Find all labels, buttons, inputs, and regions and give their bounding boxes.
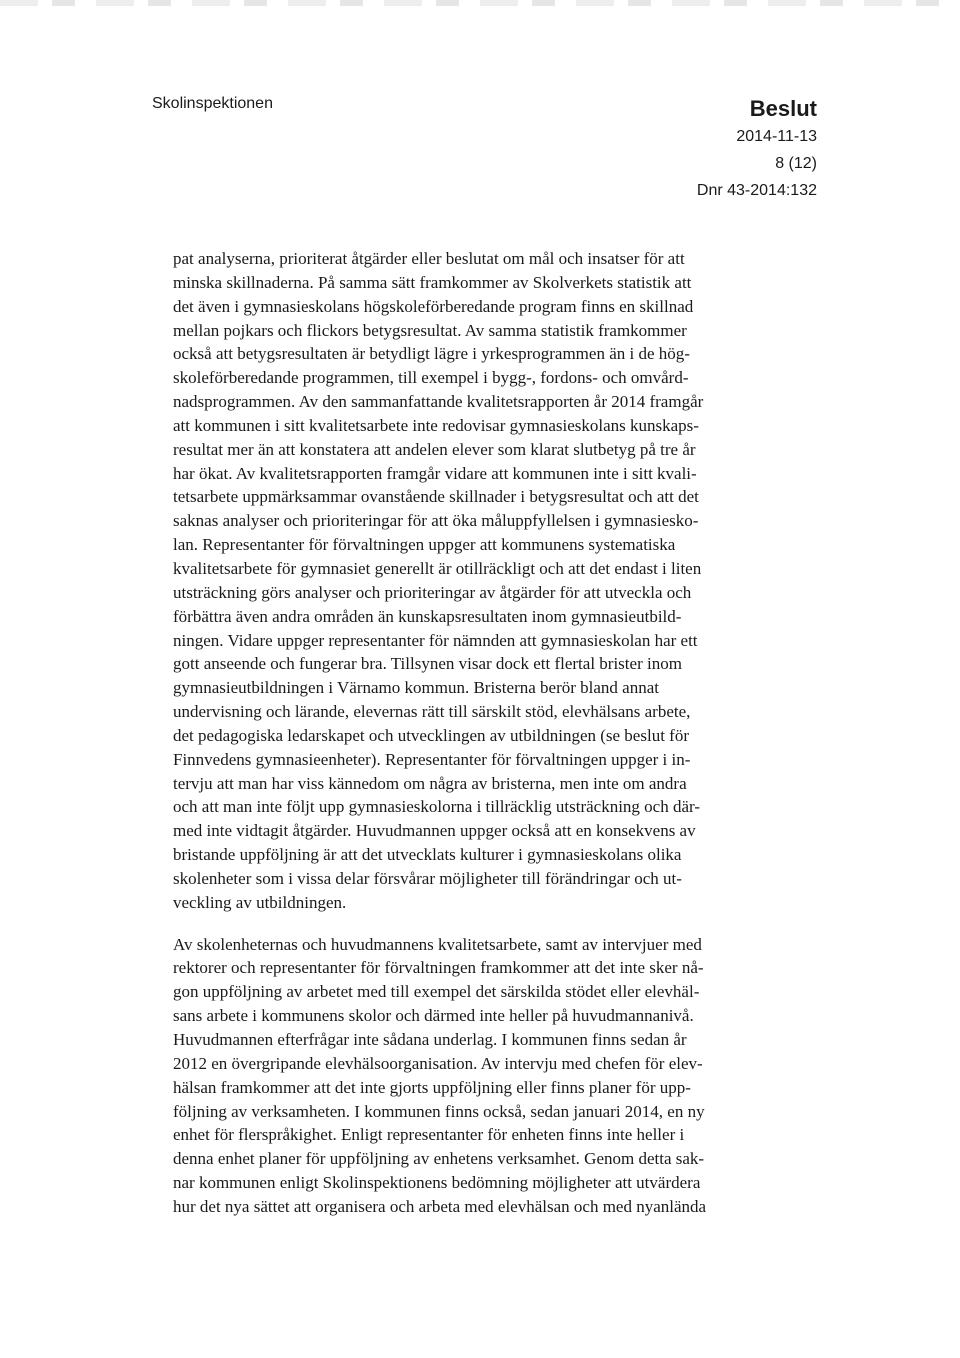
paragraph-1 [173, 247, 833, 915]
text-line: ningen. Vidare uppger representanter för nämnden att gymnasieskolan har ett [173, 630, 698, 650]
text-line: förbättra även andra områden än kunskapsresultaten inom gymnasieutbild- [173, 606, 682, 626]
text-line: kvalitetsarbete för gymnasiet generellt är otillräckligt och att det endast i liten [173, 558, 702, 578]
text-line: skolenheter som i vissa delar försvårar möjligheter till förändringar och ut- [173, 868, 682, 888]
text-line: utsträckning görs analyser och prioriteringar av åtgärder för att utveckla och [173, 582, 692, 602]
text-line: 2012 en övergripande elevhälsoorganisation. Av intervju med chefen för elev- [173, 1053, 703, 1073]
text-line: Av skolenheternas och huvudmannens kvalitetsarbete, samt av intervjuer med [173, 934, 702, 954]
text-line: nar kommunen enligt Skolinspektionens bedömning möjligheter att utvärdera [173, 1173, 701, 1193]
text-line: Huvudmannen efterfrågar inte sådana underlag. I kommunen finns sedan år [173, 1030, 687, 1049]
text-line: det pedagogiska ledarskapet och utvecklingen av utbildningen (se beslut för [173, 725, 689, 745]
text-line: bristande uppföljning är att det utvecklats kulturer i gymnasieskolans olika [173, 845, 682, 865]
text-line: det även i gymnasieskolans högskoleförberedande program finns en skillnad [173, 296, 694, 316]
text-line: nadsprogrammen. Av den sammanfattande kvalitetsrapporten år 2014 framgår [173, 392, 704, 412]
text-line: mellan pojkars och flickors betygsresultat. Av samma statistik framkommer [173, 320, 687, 340]
text-line: tetsarbete uppmärksammar ovanstående skillnader i betygsresultat och att det [173, 487, 699, 507]
text-line: har ökat. Av kvalitetsrapporten framgår vidare att kommunen inte i sitt kvali- [173, 463, 697, 483]
text-line: sans arbete i kommunens skolor och därmed inte heller på huvudmannanivå. [173, 1006, 694, 1026]
text-line: skoleförberedande programmen, till exempel i bygg-, fordons- och omvård- [173, 368, 689, 388]
organization-name: Skolinspektionen [152, 95, 273, 112]
text-line: hälsan framkommer att det inte gjorts uppföljning eller finns planer för upp- [173, 1077, 691, 1097]
text-line: minska skillnaderna. På samma sätt framkommer av Skolverkets statistik att [173, 272, 692, 292]
text-line: gott anseende och fungerar bra. Tillsynen visar dock ett flertal brister inom [173, 654, 682, 674]
text-line: Finnvedens gymnasieenheter). Representanter för förvaltningen uppger i in- [173, 749, 691, 769]
text-line: också att betygsresultaten är betydligt lägre i yrkesprogrammen än i de hög- [173, 344, 690, 364]
text-line: att kommunen i sitt kvalitetsarbete inte redovisar gymnasieskolans kunskaps- [173, 415, 699, 435]
text-line: denna enhet planer för uppföljning av enhetens verksamhet. Genom detta sak- [173, 1149, 705, 1169]
text-line: enhet för flerspråkighet. Enligt representanter för enheten finns inte heller i [173, 1125, 685, 1145]
body-text [173, 247, 833, 1219]
text-line: gymnasieutbildningen i Värnamo kommun. Bristerna berör bland annat [173, 678, 659, 698]
text-line: lan. Representanter för förvaltningen uppger att kommunens systematiska [173, 535, 676, 555]
document-header [697, 95, 817, 204]
text-line: hur det nya sättet att organisera och arbeta med elevhälsan och med nyanlända [173, 1196, 707, 1216]
scan-edge [0, 0, 960, 6]
text-line: undervisning och lärande, elevernas rätt till särskilt stöd, elevhälsans arbete, [173, 702, 691, 722]
text-line: gon uppföljning av arbetet med till exempel det särskilda stödet eller elevhäl- [173, 982, 700, 1002]
page-number: 8 (12) [775, 155, 817, 172]
reference-number: Dnr 43-2014:132 [696, 182, 817, 199]
text-line: rektorer och representanter för förvaltningen framkommer att det inte sker nå- [173, 958, 704, 978]
text-line: och att man inte följt upp gymnasieskolorna i tillräcklig utsträckning och där- [173, 797, 700, 817]
text-line: resultat mer än att konstatera att andelen elever som klarat slutbetyg på tre år [173, 439, 696, 459]
text-line: tervju att man har viss kännedom om några av bristerna, men inte om andra [173, 773, 687, 793]
text-line: följning av verksamheten. I kommunen finns också, sedan januari 2014, en ny [173, 1101, 705, 1121]
document-type: Beslut [749, 96, 817, 121]
text-line: saknas analyser och prioriteringar för att öka måluppfyllelsen i gymnasiesko- [173, 511, 699, 531]
paragraph-gap [173, 915, 833, 933]
text-line: veckling av utbildningen. [173, 892, 347, 912]
text-line: med inte vidtagit åtgärder. Huvudmannen uppger också att en konsekvens av [173, 821, 696, 841]
paragraph-2 [173, 933, 833, 1219]
text-line: pat analyserna, prioriterat åtgärder eller beslutat om mål och insatser för att [173, 249, 685, 268]
document-date: 2014-11-13 [736, 128, 817, 145]
